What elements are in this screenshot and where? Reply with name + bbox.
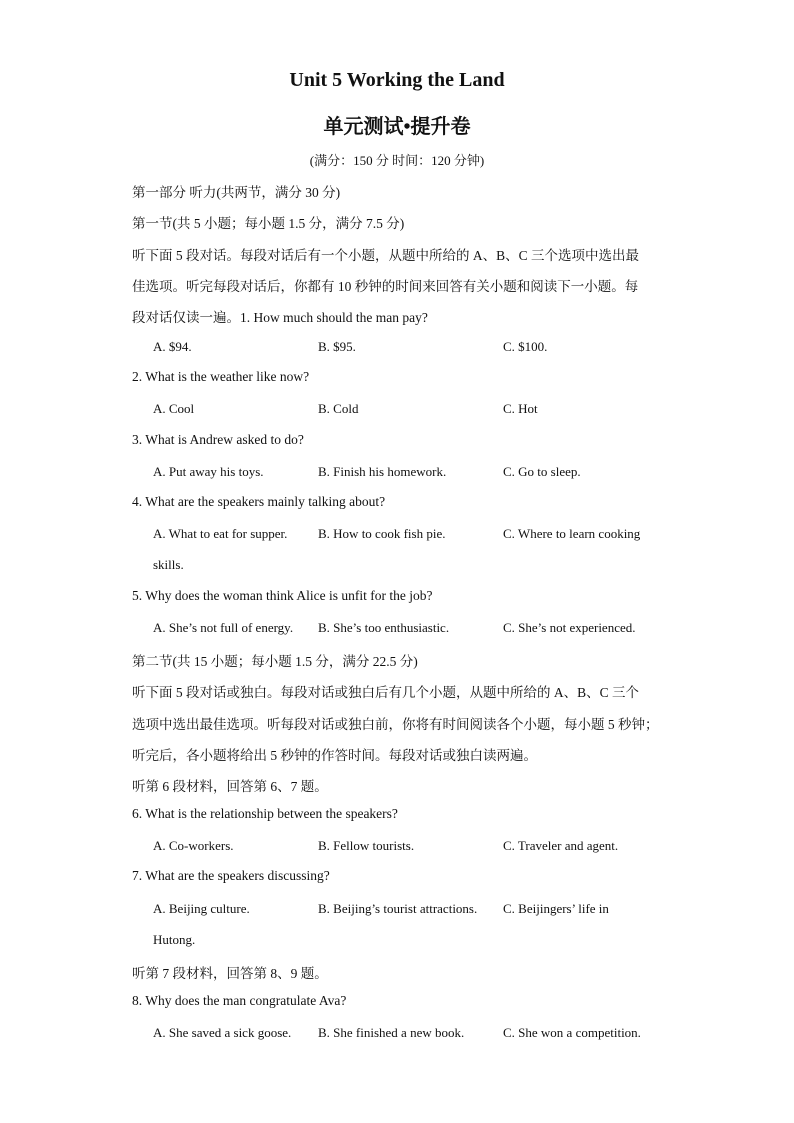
question-stem: 5. Why does the woman think Alice is unfit for the job? [132, 588, 433, 603]
question-stem: 3. What is Andrew asked to do? [132, 432, 304, 447]
question-stem: 7. What are the speakers discussing? [132, 868, 330, 883]
option-b: B. How to cook fish pie. [318, 526, 446, 541]
option-c: C. Where to learn cooking [503, 526, 641, 541]
question-stem: 4. What are the speakers mainly talking about? [132, 494, 386, 509]
option-b: B. $95. [318, 339, 356, 354]
option-c: C. Traveler and agent. [503, 838, 619, 853]
document-subtitle: 单元测试•提升卷 [323, 116, 471, 138]
option-c-continued: skills. [153, 557, 184, 572]
option-c: C. She won a competition. [503, 1025, 641, 1040]
option-a: A. Beijing culture. [153, 901, 250, 916]
instructions-line: 佳选项。听完每段对话后，你都有 10 秒钟的时间来回答有关小题和阅读下一小题。每 [132, 279, 639, 294]
instructions-line: 听下面 5 段对话或独白。每段对话或独白后有几个小题，从题中所给的 A、B、C 三个 [132, 685, 640, 700]
material-heading: 听第 7 段材料，回答第 8、9 题。 [132, 966, 328, 981]
option-a: A. She’s not full of energy. [153, 620, 294, 635]
option-b: B. Fellow tourists. [318, 838, 415, 853]
question-stem: 2. What is the weather like now? [132, 369, 310, 384]
question-stem: 8. Why does the man congratulate Ava? [132, 993, 347, 1008]
option-b: B. Cold [318, 401, 359, 416]
option-b: B. Finish his homework. [318, 464, 447, 479]
part-one-heading: 第一部分 听力(共两节，满分 30 分) [132, 185, 341, 200]
option-c-continued: Hutong. [153, 932, 196, 947]
option-a: A. Put away his toys. [153, 464, 264, 479]
option-c: C. Go to sleep. [503, 464, 581, 479]
question-stem: 6. What is the relationship between the speakers? [132, 806, 398, 821]
section-one-heading: 第一节(共 5 小题；每小题 1.5 分，满分 7.5 分) [132, 216, 405, 231]
option-c: C. Hot [503, 401, 538, 416]
option-c: C. $100. [503, 339, 548, 354]
instructions-line: 段对话仅读一遍。1. How much should the man pay? [132, 310, 428, 325]
option-a: A. $94. [153, 339, 192, 354]
option-b: B. Beijing’s tourist attractions. [318, 901, 478, 916]
material-heading: 听第 6 段材料，回答第 6、7 题。 [132, 779, 328, 794]
score-time-info: (满分：150 分 时间：120 分钟) [309, 153, 485, 168]
instructions-line: 选项中选出最佳选项。听每段对话或独白前，你将有时间阅读各个小题，每小题 5 秒钟； [132, 717, 659, 732]
option-a: A. She saved a sick goose. [153, 1025, 292, 1040]
option-c: C. Beijingers’ life in [503, 901, 609, 916]
document-title: Unit 5 Working the Land [289, 69, 505, 91]
section-two-heading: 第二节(共 15 小题；每小题 1.5 分，满分 22.5 分) [132, 654, 418, 669]
option-c: C. She’s not experienced. [503, 620, 636, 635]
option-a: A. Cool [153, 401, 195, 416]
instructions-line: 听完后，各小题将给出 5 秒钟的作答时间。每段对话或独白读两遍。 [132, 748, 537, 763]
option-a: A. Co-workers. [153, 838, 234, 853]
instructions-line: 听下面 5 段对话。每段对话后有一个小题，从题中所给的 A、B、C 三个选项中选出最 [132, 248, 640, 263]
option-b: B. She’s too enthusiastic. [318, 620, 450, 635]
option-a: A. What to eat for supper. [153, 526, 288, 541]
option-b: B. She finished a new book. [318, 1025, 465, 1040]
